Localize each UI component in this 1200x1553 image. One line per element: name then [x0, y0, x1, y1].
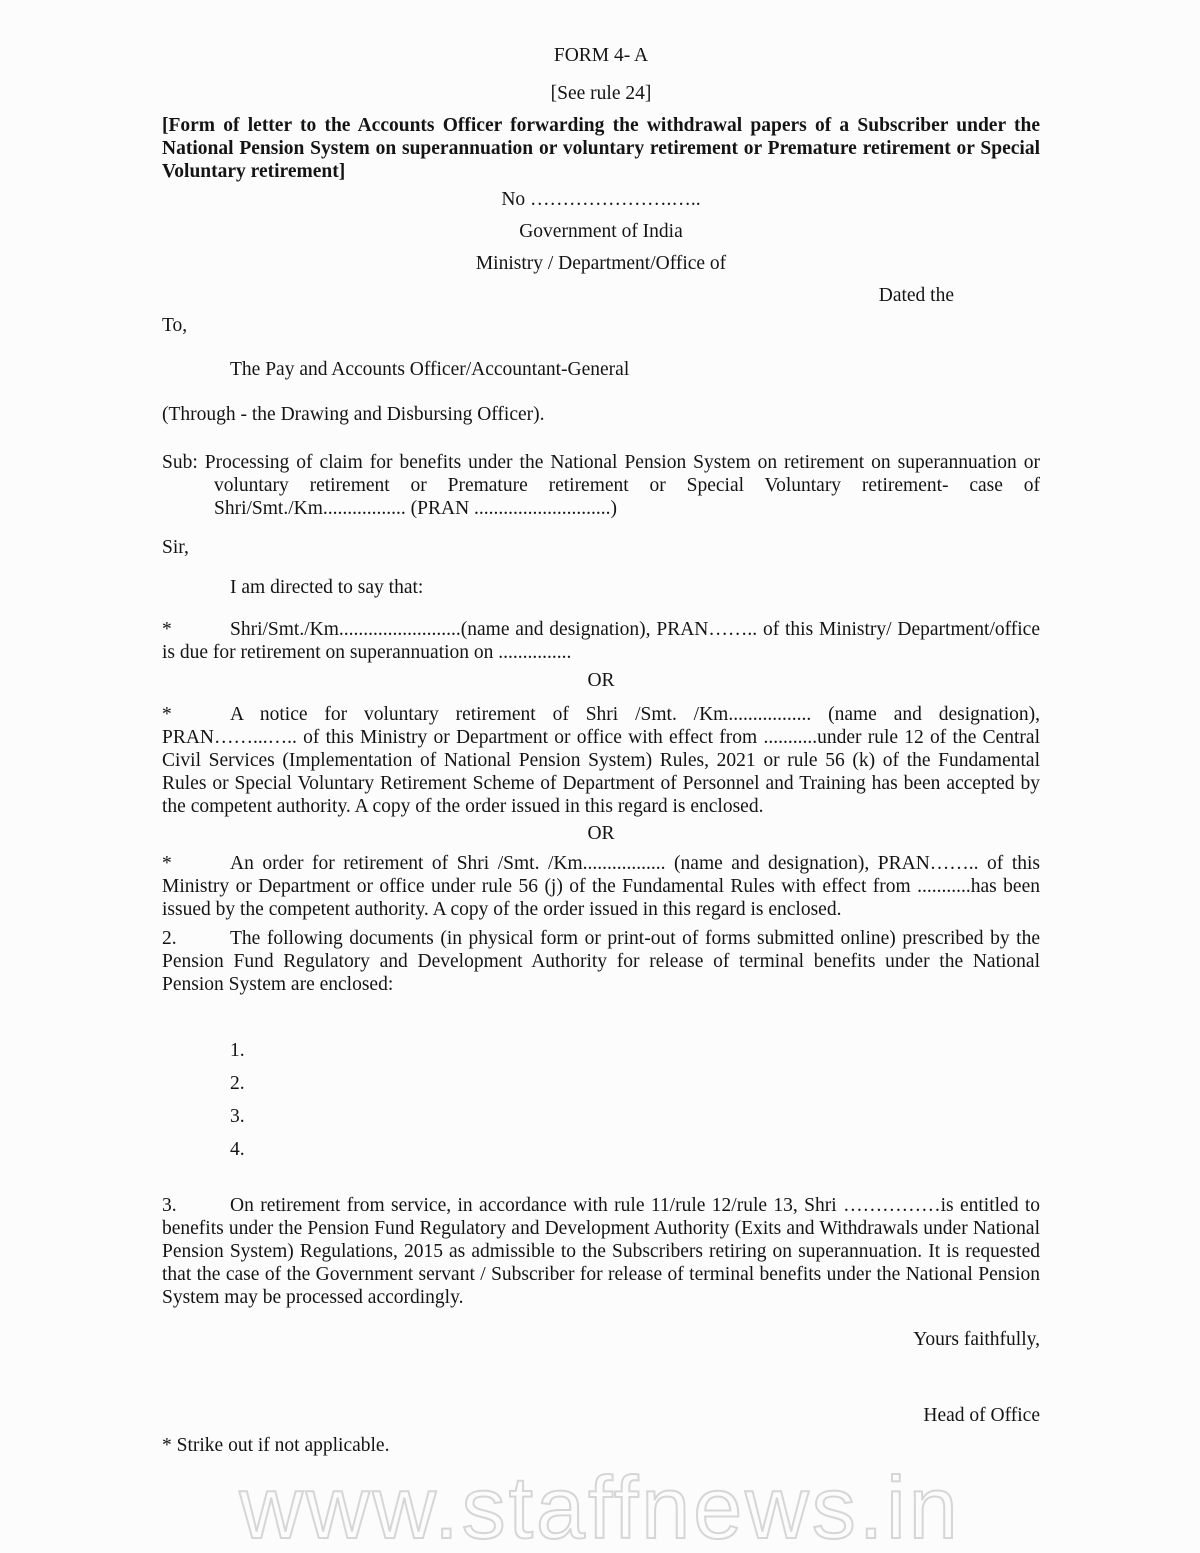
strike-out-marker: * [162, 853, 172, 874]
paragraph-3-number: 3. [162, 1195, 177, 1216]
footnote: * Strike out if not applicable. [162, 1435, 390, 1456]
salutation: Sir, [162, 537, 189, 558]
strike-out-marker: * [162, 704, 172, 725]
paragraph-3 [162, 1194, 1040, 1309]
watermark: www.staffnews.in [239, 1458, 961, 1553]
option-2-text: A notice for voluntary retirement of Shri /Smt. /Km................. (name and designation), PRAN……...….. of this Ministry or Department or office with effect from ...........under rule 12 of the Central Civil Services (Implementation of National Pension System) Rules, 2021 or rule 56 (k) of the Fundamental Rules or Special Voluntary Retirement Scheme of Department of Personnel and Training has been accepted by the competent authority. A copy of the order issued in this regard is enclosed. [162, 704, 1040, 817]
closing-line: Yours faithfully, [913, 1329, 1040, 1350]
dated-label: Dated the [878, 285, 954, 306]
enclosure-item: 3. [230, 1106, 245, 1127]
strike-out-marker: * [162, 619, 172, 640]
or-separator: OR [587, 670, 615, 691]
through-line: (Through - the Drawing and Disbursing Officer). [162, 404, 545, 425]
government-line: Government of India [519, 221, 683, 242]
option-paragraph-1 [162, 618, 1040, 664]
ministry-line: Ministry / Department/Office of [475, 253, 727, 274]
signatory-line: Head of Office [923, 1405, 1040, 1426]
option-3-text: An order for retirement of Shri /Smt. /Km................. (name and designation), PRAN…….. of this Ministry or Department or office under rule 56 (j) of the Fundamental Rules with effect from ...........has been issued by the competent authority. A copy of the order issued in this regard is enclosed. [162, 853, 1040, 920]
addressee-line: The Pay and Accounts Officer/Accountant-General [230, 359, 630, 380]
rule-reference: [See rule 24] [550, 83, 652, 104]
paragraph-2-text: The following documents (in physical form or print-out of forms submitted online) prescribed by the Pension Fund Regulatory and Development Authority for release of terminal benefits under the National Pension System are enclosed: [162, 928, 1040, 995]
letter-body [162, 44, 1040, 1457]
subject-label: Sub: [162, 452, 198, 473]
subject-paragraph [162, 451, 1040, 520]
paragraph-2-number: 2. [162, 928, 177, 949]
or-separator: OR [587, 823, 615, 844]
form-title: FORM 4- A [553, 45, 649, 66]
letter-number-line: No ………………….….. [501, 189, 701, 210]
form-description: [Form of letter to the Accounts Officer forwarding the withdrawal papers of a Subscriber under the National Pension System on superannuation or voluntary retirement or Premature retirement or Special Voluntary retirement] [162, 115, 1040, 182]
enclosure-item: 1. [230, 1040, 245, 1061]
option-paragraph-2 [162, 703, 1040, 818]
option-1-text: Shri/Smt./Km.........................(name and designation), PRAN…….. of this Ministry/ Department/office is due for retirement on superannuation on ............... [162, 619, 1040, 663]
option-paragraph-3 [162, 852, 1040, 921]
enclosure-list [162, 1034, 1040, 1166]
intro-line: I am directed to say that: [230, 577, 424, 598]
enclosure-item: 4. [230, 1139, 245, 1160]
paragraph-2 [162, 927, 1040, 996]
subject-text: Processing of claim for benefits under the National Pension System on retirement on superannuation or voluntary retirement or Premature retirement or Special Voluntary retirement- case of Shri/Smt./Km................. (PRAN ............................) [204, 452, 1040, 519]
paragraph-3-text: On retirement from service, in accordance with rule 11/rule 12/rule 13, Shri ……………is entitled to benefits under the Pension Fund Regulatory and Development Authority (Exits and Withdrawals under National Pension System) Regulations, 2015 as admissible to the Subscribers retiring on superannuation. It is requested that the case of the Government servant / Subscriber for release of terminal benefits under the National Pension System may be processed accordingly. [162, 1195, 1040, 1308]
enclosure-item: 2. [230, 1073, 245, 1094]
to-label: To, [162, 315, 188, 336]
